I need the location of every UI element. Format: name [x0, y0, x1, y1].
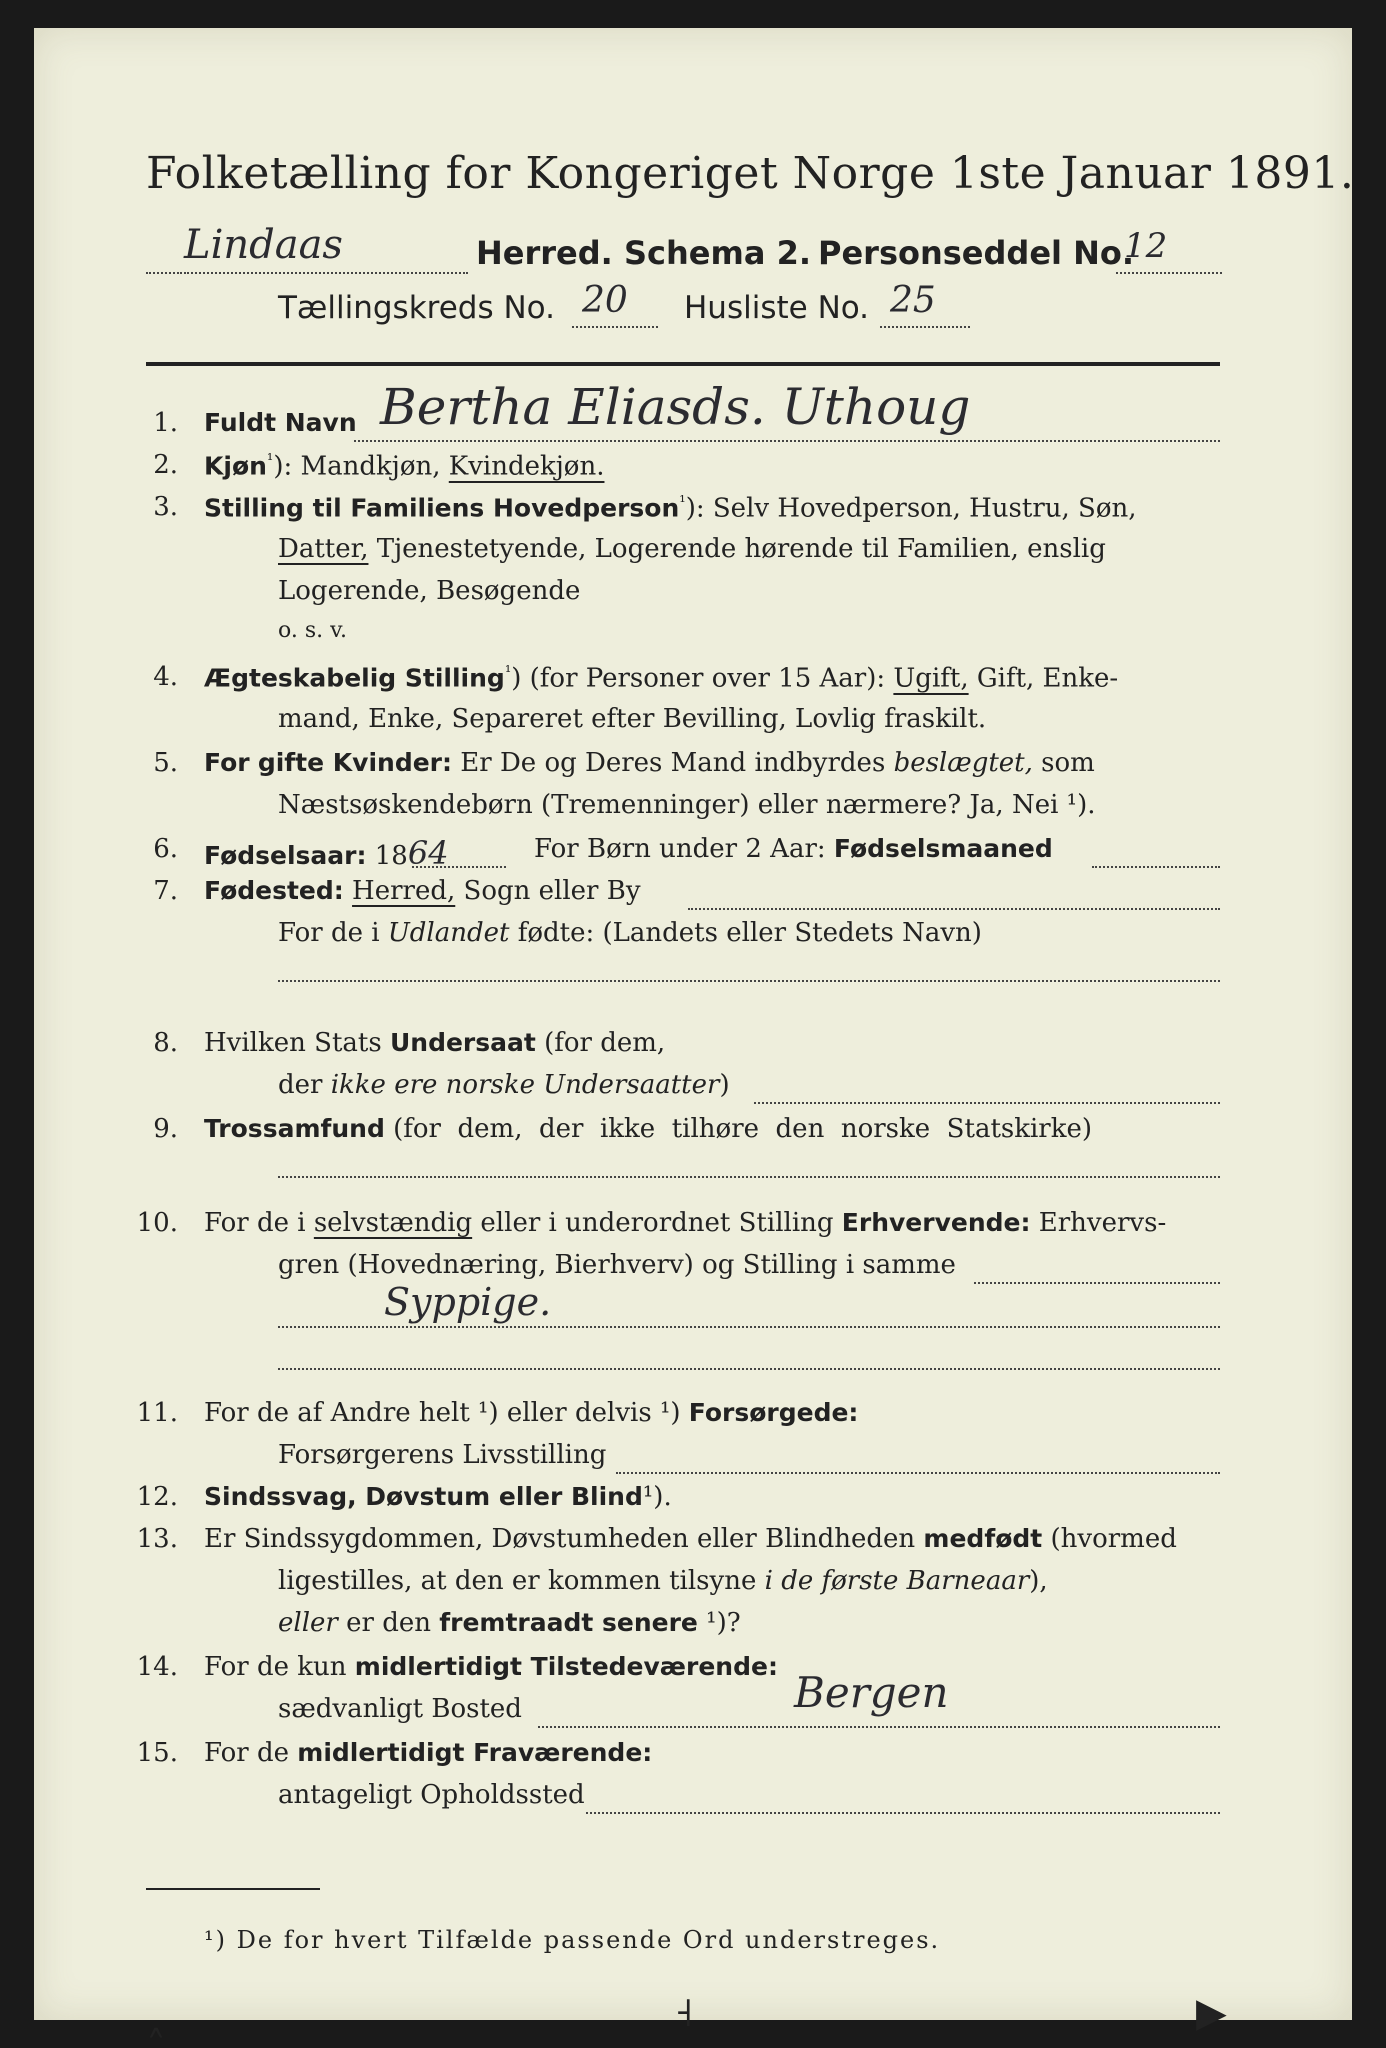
stilling-line — [204, 492, 1137, 524]
undersaat-line-2 — [278, 1070, 730, 1100]
fodselsaar-label: Fødselsaar: — [204, 841, 367, 870]
fodested-label: Fødested: — [204, 876, 344, 905]
stilling-line-4: o. s. v. — [278, 618, 347, 643]
fodested-text: fødte: (Landets eller Stedets Navn) — [517, 918, 982, 948]
erhverv-value: Syppige. — [384, 1280, 552, 1324]
erhverv-extra-dots — [278, 1368, 1220, 1370]
medfodt-line-3 — [278, 1608, 741, 1638]
medfodt-label: medfødt — [923, 1524, 1043, 1553]
herred-dots-lead — [146, 272, 182, 274]
gifte-som: som — [1041, 748, 1095, 778]
husliste-value: 25 — [890, 280, 936, 321]
personseddel-label: Personseddel No. — [818, 234, 1135, 272]
fuldt-navn-value: Bertha Eliasds. Uthoug — [380, 378, 971, 436]
header-rule — [146, 362, 1220, 366]
stilling-line-2 — [278, 534, 1106, 564]
undersaat-line — [204, 1028, 665, 1058]
fodested-line-2 — [278, 918, 982, 948]
medfodt-text: Er Sindssygdommen, Døvstumheden eller Blindheden — [204, 1524, 916, 1554]
medfodt-line — [204, 1524, 1177, 1554]
item-number: 11. — [136, 1398, 178, 1428]
medfodt-eller: eller — [278, 1608, 338, 1638]
erhverv-selvstaendig: selvstændig — [313, 1208, 473, 1238]
herred-dots — [184, 272, 468, 274]
fodselsaar-dots — [412, 866, 506, 868]
undersaat-der: der — [278, 1070, 323, 1100]
item-number: 8. — [153, 1028, 178, 1058]
gifte-line — [204, 748, 1095, 778]
schema-label: Schema 2. — [624, 234, 811, 272]
taellingskreds-value: 20 — [582, 280, 628, 321]
stilling-options-2: Tjenestetyende, Logerende hørende til Familien, enslig — [376, 534, 1106, 564]
fodested-dots — [688, 908, 1220, 910]
item-number: 14. — [136, 1652, 178, 1682]
forsorger-line-2: Forsørgerens Livsstilling — [278, 1440, 607, 1470]
erhverv-value-dots — [278, 1326, 1220, 1328]
gifte-beslaegtet: beslægtet, — [893, 748, 1033, 778]
aegteskab-options: Gift, Enke- — [976, 663, 1119, 694]
fuldt-navn-label: Fuldt Navn — [204, 408, 357, 437]
medfodt-paren: ), — [1029, 1566, 1048, 1596]
gifte-label: gifte Kvinder: — [257, 748, 453, 777]
fravaerende-line — [204, 1738, 652, 1768]
kjon-label: Kjøn — [204, 451, 267, 481]
fodested-herred: Herred, — [352, 876, 456, 906]
husliste-label: Husliste No. — [684, 290, 870, 326]
fravaerende-text: For de — [204, 1738, 289, 1768]
fodested-line — [204, 876, 641, 906]
sindssvag-label: Sindssvag, Døvstum eller Blind — [204, 1482, 643, 1511]
aegteskab-line — [204, 662, 1118, 694]
erhverv-line — [204, 1208, 1166, 1238]
undersaat-ikke: ikke ere norske Undersaatter — [330, 1070, 720, 1100]
undersaat-label: Undersaat — [389, 1028, 536, 1057]
bosted-value: Bergen — [794, 1668, 949, 1717]
forsorget-label: Forsørgede: — [688, 1398, 859, 1427]
item-number: 2. — [153, 450, 178, 480]
sindssvag-ref: ¹). — [642, 1482, 672, 1512]
husliste-dots — [880, 326, 970, 328]
taellingskreds-dots — [572, 326, 658, 328]
forsorger-dots — [616, 1472, 1220, 1474]
sindssvag-line — [204, 1482, 672, 1512]
trossamfund-dots — [278, 1176, 1220, 1178]
corner-mark-right: ▶ — [1196, 1990, 1227, 2036]
medfodt-ref: ¹)? — [706, 1608, 741, 1638]
herred-label: Herred. — [476, 234, 613, 272]
trossamfund-label: Trossamfund — [204, 1114, 385, 1143]
item-number: 13. — [136, 1524, 178, 1554]
udland-dots — [278, 980, 1220, 982]
corner-mark-left: ˰ — [146, 1990, 166, 2036]
footnote-rule — [146, 1888, 320, 1890]
fuldt-navn-dots — [354, 440, 1220, 442]
fodselsaar-value: 64 — [407, 834, 449, 872]
erhverv-dots — [974, 1282, 1220, 1284]
item-number: 3. — [153, 492, 178, 522]
fodselsmaaned-line — [534, 834, 1053, 864]
fodested-for-de-i: For de i — [278, 918, 380, 948]
gifte-text: Er De og Deres Mand indbyrdes — [460, 748, 886, 778]
corner-mark-center: ˧ — [674, 1990, 694, 2036]
undersaat-text-2: (for dem, — [544, 1028, 666, 1058]
medfodt-line-2 — [278, 1566, 1048, 1596]
kjon-kvinde: Kvindekjøn. — [448, 451, 605, 482]
kjon-line — [204, 450, 604, 482]
gifte-line-2: Næstsøskendebørn (Tremenninger) eller nærmere? Ja, Nei ¹). — [278, 790, 1096, 820]
opholdssted-dots — [586, 1812, 1220, 1814]
personseddel-dots — [1116, 272, 1222, 274]
medfodt-barneaar: i de første Barneaar — [764, 1566, 1030, 1596]
fodested-udlandet: Udlandet — [387, 918, 510, 948]
personseddel-value: 12 — [1124, 226, 1168, 266]
census-form — [34, 28, 1355, 2036]
item-number: 4. — [153, 662, 178, 692]
fodselsmaaned-text: For Børn under 2 Aar: — [534, 834, 826, 864]
item-number: 5. — [153, 748, 178, 778]
stilling-label: Stilling til Familiens Hovedperson — [204, 493, 680, 523]
tilstede-label: midlertidigt Tilstedeværende: — [354, 1652, 778, 1681]
fodselsaar-prefix: 18 — [374, 841, 408, 871]
item-number: 9. — [153, 1114, 178, 1144]
bosted-line: sædvanligt Bosted — [278, 1694, 522, 1724]
opholdssted-line: antageligt Opholdssted — [278, 1780, 585, 1810]
aegteskab-label: Ægteskabelig Stilling — [204, 663, 505, 693]
undersaat-text: Hvilken Stats — [204, 1028, 382, 1058]
item-number: 1. — [153, 408, 178, 438]
item-number: 12. — [136, 1482, 178, 1512]
medfodt-text-2: (hvormed — [1050, 1524, 1177, 1554]
undersaat-dots — [754, 1102, 1220, 1104]
item-number: 15. — [136, 1738, 178, 1768]
stilling-line-3: Logerende, Besøgende — [278, 576, 581, 606]
erhverv-label: Erhvervende: — [841, 1208, 1031, 1237]
tilstede-line — [204, 1652, 778, 1682]
stilling-datter: Datter, — [278, 534, 369, 564]
aegteskab-ugift: Ugift, — [893, 663, 969, 694]
footnote-ref: ¹ — [266, 450, 274, 469]
undersaat-paren: ) — [719, 1070, 730, 1100]
trossamfund-line — [204, 1114, 1092, 1144]
footnote: ¹) De for hvert Tilfælde passende Ord understreges. — [204, 1926, 941, 1954]
medfodt-er-den: er den — [346, 1608, 431, 1638]
footnote-ref: ¹ — [504, 662, 512, 681]
item-number: 6. — [153, 834, 178, 864]
stilling-options: ): Selv Hovedperson, Hustru, Søn, — [685, 493, 1137, 524]
taellingskreds-label: Tællingskreds No. — [278, 290, 555, 326]
erhverv-text-2: Erhvervs- — [1038, 1208, 1167, 1238]
fodested-options: Sogn eller By — [463, 876, 641, 906]
erhverv-text: eller i underordnet Stilling — [480, 1208, 834, 1238]
aegteskab-line-2: mand, Enke, Separeret efter Bevilling, Lovlig fraskilt. — [278, 704, 987, 734]
bosted-dots — [538, 1726, 1220, 1728]
trossamfund-text: (for dem, der ikke tilhøre den norske Statskirke) — [393, 1114, 1093, 1144]
medfodt-ligestilles: ligestilles, at den er kommen tilsyne — [278, 1566, 757, 1596]
medfodt-senere: fremtraadt senere — [439, 1608, 698, 1637]
form-title: Folketælling for Kongeriget Norge 1ste Januar 1891. — [146, 148, 1355, 199]
item-number: 7. — [153, 876, 178, 906]
herred-value: Lindaas — [184, 222, 343, 268]
fodselsmaaned-label: Fødselsmaaned — [833, 834, 1053, 863]
erhverv-line-2: gren (Hovednæring, Bierhverv) og Stilling i samme — [278, 1250, 956, 1280]
forsorget-text: For de af Andre helt ¹) eller delvis ¹) — [204, 1398, 681, 1428]
kjon-options: ): Mandkjøn, — [273, 451, 441, 482]
aegteskab-text: ) (for Personer over 15 Aar): — [511, 663, 886, 694]
erhverv-for-de-i: For de i — [204, 1208, 306, 1238]
fravaerende-label: midlertidigt Fraværende: — [297, 1738, 653, 1767]
fodselsmaaned-dots — [1092, 866, 1220, 868]
gifte-for: For — [204, 748, 250, 777]
forsorget-line — [204, 1398, 858, 1428]
tilstede-text: For de kun — [204, 1652, 347, 1682]
footnote-ref: ¹ — [679, 492, 686, 511]
item-number: 10. — [136, 1208, 178, 1238]
